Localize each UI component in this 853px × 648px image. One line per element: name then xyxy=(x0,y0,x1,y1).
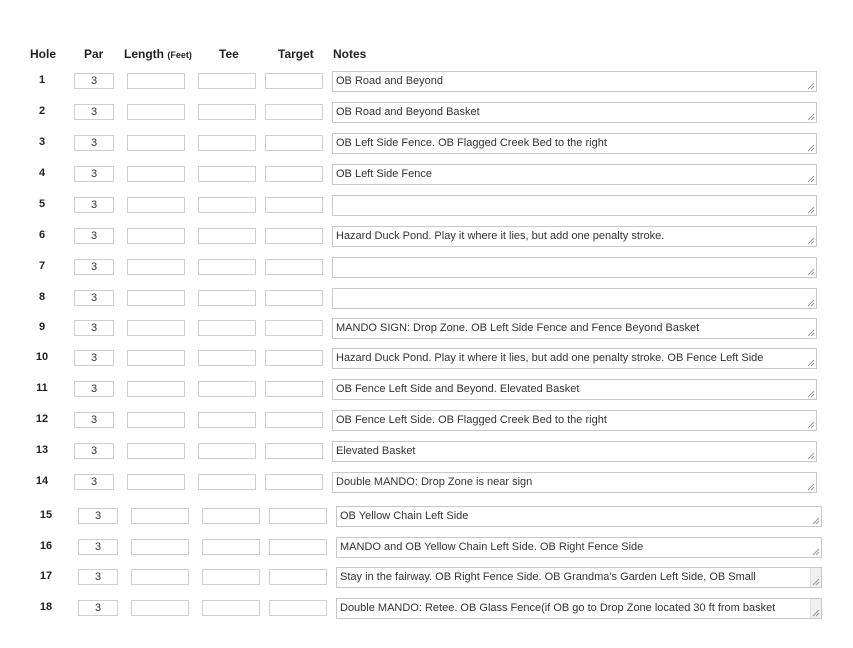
hole-number: 15 xyxy=(39,509,53,521)
notes-textarea[interactable] xyxy=(332,410,817,431)
tee-input[interactable] xyxy=(198,320,256,336)
resize-grip-icon[interactable] xyxy=(807,452,815,460)
notes-text: Elevated Basket xyxy=(336,445,416,457)
length-input[interactable] xyxy=(131,569,189,585)
hole-row xyxy=(0,257,853,279)
par-input[interactable]: 3 xyxy=(74,166,114,182)
notes-text: OB Road and Beyond xyxy=(336,75,444,87)
notes-textarea[interactable] xyxy=(332,133,817,154)
length-input[interactable] xyxy=(127,197,185,213)
hole-number: 7 xyxy=(38,260,46,272)
par-input[interactable]: 3 xyxy=(74,474,114,490)
hole-number: 9 xyxy=(38,321,46,333)
length-input[interactable] xyxy=(127,73,185,89)
hole-row xyxy=(0,318,853,340)
hole-row xyxy=(0,472,853,494)
resize-grip-icon[interactable] xyxy=(807,175,815,183)
hole-row xyxy=(0,567,853,589)
tee-input[interactable] xyxy=(198,197,256,213)
resize-grip-icon[interactable] xyxy=(807,82,815,90)
tee-input[interactable] xyxy=(198,73,256,89)
notes-textarea[interactable] xyxy=(332,318,817,339)
target-input[interactable] xyxy=(269,569,327,585)
target-input[interactable] xyxy=(265,228,323,244)
target-input[interactable] xyxy=(265,412,323,428)
notes-textarea[interactable] xyxy=(332,71,817,92)
hole-row xyxy=(0,598,853,620)
tee-input[interactable] xyxy=(198,259,256,275)
notes-text: OB Fence Left Side. OB Flagged Creek Bed to the right xyxy=(336,414,607,426)
tee-input[interactable] xyxy=(198,104,256,120)
notes-textarea[interactable] xyxy=(332,288,817,309)
header-tee: Tee xyxy=(219,47,239,61)
hole-row xyxy=(0,379,853,401)
hole-number: 5 xyxy=(38,198,46,210)
notes-textarea[interactable] xyxy=(332,226,817,247)
notes-textarea[interactable] xyxy=(336,506,822,527)
notes-textarea[interactable] xyxy=(332,195,817,216)
header-target: Target xyxy=(278,47,314,61)
target-input[interactable] xyxy=(265,135,323,151)
notes-text: OB Left Side Fence xyxy=(336,168,432,180)
target-input[interactable] xyxy=(269,539,327,555)
hole-number: 11 xyxy=(36,382,48,394)
target-input[interactable] xyxy=(269,600,327,616)
notes-text: Hazard Duck Pond. Play it where it lies, but add one penalty stroke. OB Fence Left Side xyxy=(336,352,764,364)
resize-grip-icon[interactable] xyxy=(807,113,815,121)
par-input[interactable]: 3 xyxy=(74,320,114,336)
tee-input[interactable] xyxy=(198,474,256,490)
par-input[interactable]: 3 xyxy=(74,290,114,306)
resize-grip-icon[interactable] xyxy=(807,144,815,152)
resize-grip-icon[interactable] xyxy=(807,483,815,491)
hole-row xyxy=(0,133,853,155)
resize-grip-icon[interactable] xyxy=(807,237,815,245)
par-input[interactable]: 3 xyxy=(74,259,114,275)
hole-number: 14 xyxy=(35,475,49,487)
length-input[interactable] xyxy=(127,259,185,275)
hole-row xyxy=(0,537,853,559)
notes-textarea[interactable] xyxy=(332,472,817,493)
target-input[interactable] xyxy=(265,290,323,306)
tee-input[interactable] xyxy=(198,381,256,397)
notes-textarea[interactable] xyxy=(336,567,822,588)
hole-number: 2 xyxy=(38,105,46,117)
resize-grip-icon[interactable] xyxy=(807,359,815,367)
hole-number: 10 xyxy=(35,351,49,363)
par-input[interactable]: 3 xyxy=(74,443,114,459)
header-length xyxy=(124,47,192,61)
par-input[interactable]: 3 xyxy=(74,73,114,89)
target-input[interactable] xyxy=(265,381,323,397)
length-input[interactable] xyxy=(131,508,189,524)
target-input[interactable] xyxy=(265,474,323,490)
length-input[interactable] xyxy=(127,474,185,490)
length-input[interactable] xyxy=(127,443,185,459)
header-par: Par xyxy=(84,47,104,61)
length-input[interactable] xyxy=(127,228,185,244)
length-input[interactable] xyxy=(127,412,185,428)
notes-text: OB Road and Beyond Basket xyxy=(336,106,480,118)
tee-input[interactable] xyxy=(202,508,260,524)
notes-textarea[interactable] xyxy=(336,537,822,558)
notes-text: MANDO and OB Yellow Chain Left Side. OB Right Fence Side xyxy=(340,541,644,553)
hole-number: 18 xyxy=(39,601,53,613)
header-length-unit: (Feet) xyxy=(167,50,192,60)
resize-grip-icon[interactable] xyxy=(807,268,815,276)
notes-textarea[interactable] xyxy=(332,102,817,123)
tee-input[interactable] xyxy=(198,228,256,244)
notes-textarea[interactable] xyxy=(332,348,817,369)
length-input[interactable] xyxy=(127,166,185,182)
target-input[interactable] xyxy=(265,320,323,336)
resize-grip-icon[interactable] xyxy=(812,609,820,617)
tee-input[interactable] xyxy=(198,350,256,366)
notes-text: MANDO SIGN: Drop Zone. OB Left Side Fence and Fence Beyond Basket xyxy=(336,322,700,334)
hole-number: 8 xyxy=(38,291,46,303)
header-length-label: Length xyxy=(124,47,164,61)
par-input[interactable]: 3 xyxy=(74,412,114,428)
hole-number: 4 xyxy=(38,167,46,179)
tee-input[interactable] xyxy=(198,443,256,459)
hole-row xyxy=(0,288,853,310)
notes-text: Stay in the fairway. OB Right Fence Side. OB Grandma's Garden Left Side, OB Small xyxy=(340,571,756,583)
hole-row xyxy=(0,441,853,463)
resize-grip-icon[interactable] xyxy=(812,578,820,586)
resize-grip-icon[interactable] xyxy=(812,517,820,525)
resize-grip-icon[interactable] xyxy=(812,548,820,556)
length-input[interactable] xyxy=(127,104,185,120)
length-input[interactable] xyxy=(131,539,189,555)
notes-text: Double MANDO: Drop Zone is near sign xyxy=(336,476,533,488)
notes-text: OB Yellow Chain Left Side xyxy=(340,510,469,522)
target-input[interactable] xyxy=(265,104,323,120)
resize-grip-icon[interactable] xyxy=(807,390,815,398)
length-input[interactable] xyxy=(127,350,185,366)
length-input[interactable] xyxy=(127,135,185,151)
hole-number: 3 xyxy=(38,136,46,148)
target-input[interactable] xyxy=(265,73,323,89)
hole-row xyxy=(0,348,853,370)
tee-input[interactable] xyxy=(202,539,260,555)
target-input[interactable] xyxy=(269,508,327,524)
notes-textarea[interactable] xyxy=(332,379,817,400)
tee-input[interactable] xyxy=(202,600,260,616)
tee-input[interactable] xyxy=(198,290,256,306)
tee-input[interactable] xyxy=(198,135,256,151)
notes-textarea[interactable] xyxy=(332,441,817,462)
par-input[interactable]: 3 xyxy=(74,228,114,244)
par-input[interactable]: 3 xyxy=(78,600,118,616)
resize-grip-icon[interactable] xyxy=(807,329,815,337)
length-input[interactable] xyxy=(127,290,185,306)
length-input[interactable] xyxy=(127,381,185,397)
notes-textarea[interactable] xyxy=(332,257,817,278)
target-input[interactable] xyxy=(265,166,323,182)
target-input[interactable] xyxy=(265,443,323,459)
notes-text: Double MANDO: Retee. OB Glass Fence(if OB go to Drop Zone located 30 ft from basket xyxy=(340,602,776,614)
par-input[interactable]: 3 xyxy=(74,381,114,397)
hole-number: 12 xyxy=(35,413,49,425)
notes-text: OB Fence Left Side and Beyond. Elevated Basket xyxy=(336,383,580,395)
hole-row xyxy=(0,506,853,528)
target-input[interactable] xyxy=(265,197,323,213)
tee-input[interactable] xyxy=(202,569,260,585)
hole-number: 17 xyxy=(39,570,53,582)
par-input[interactable]: 3 xyxy=(78,539,118,555)
header-notes: Notes xyxy=(333,47,367,61)
notes-text: OB Left Side Fence. OB Flagged Creek Bed to the right xyxy=(336,137,607,149)
par-input[interactable]: 3 xyxy=(74,104,114,120)
hole-row xyxy=(0,195,853,217)
hole-row xyxy=(0,410,853,432)
hole-number: 1 xyxy=(38,74,46,86)
par-input[interactable]: 3 xyxy=(78,508,118,524)
notes-textarea[interactable] xyxy=(332,164,817,185)
header-hole: Hole xyxy=(30,47,57,61)
par-input[interactable]: 3 xyxy=(78,569,118,585)
length-input[interactable] xyxy=(127,320,185,336)
notes-text: Hazard Duck Pond. Play it where it lies, but add one penalty stroke. xyxy=(336,230,665,242)
tee-input[interactable] xyxy=(198,412,256,428)
hole-number: 13 xyxy=(35,444,49,456)
par-input[interactable]: 3 xyxy=(74,197,114,213)
notes-textarea[interactable] xyxy=(336,598,822,619)
hole-row xyxy=(0,102,853,124)
resize-grip-icon[interactable] xyxy=(807,206,815,214)
resize-grip-icon[interactable] xyxy=(807,299,815,307)
resize-grip-icon[interactable] xyxy=(807,421,815,429)
par-input[interactable]: 3 xyxy=(74,350,114,366)
target-input[interactable] xyxy=(265,259,323,275)
tee-input[interactable] xyxy=(198,166,256,182)
hole-number: 6 xyxy=(38,229,46,241)
length-input[interactable] xyxy=(131,600,189,616)
target-input[interactable] xyxy=(265,350,323,366)
hole-number: 16 xyxy=(39,540,53,552)
hole-row xyxy=(0,71,853,93)
par-input[interactable]: 3 xyxy=(74,135,114,151)
hole-row xyxy=(0,164,853,186)
hole-row xyxy=(0,226,853,248)
